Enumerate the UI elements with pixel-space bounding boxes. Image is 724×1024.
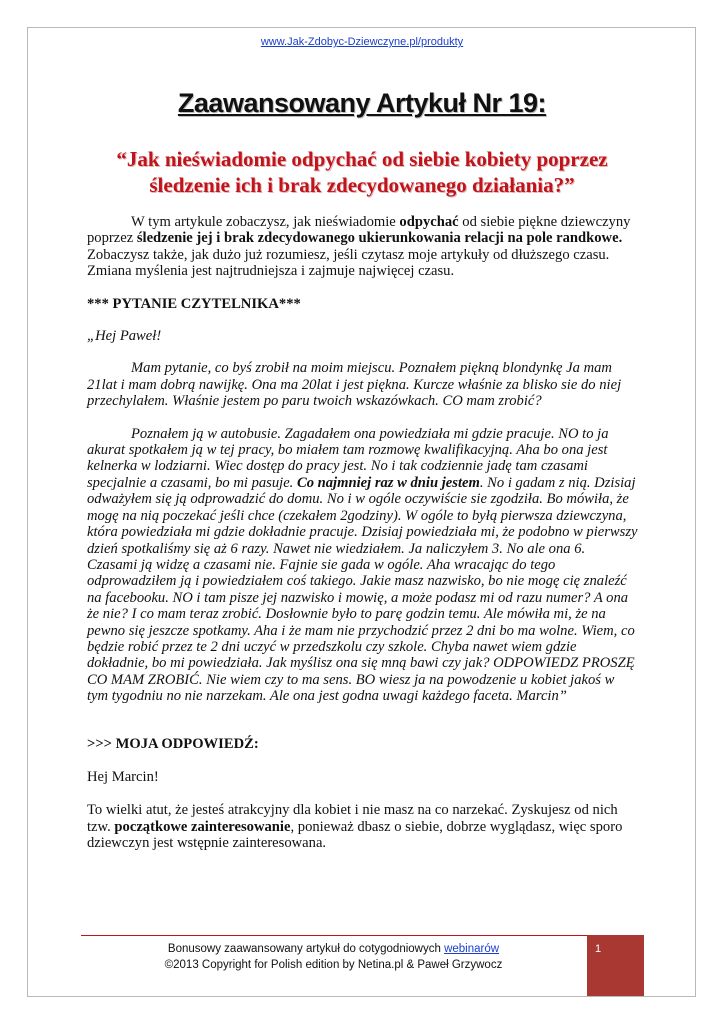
- intro-text-1: W tym artykule zobaczysz, jak nieświadomie: [131, 214, 400, 230]
- subtitle-line-2: śledzenie ich i brak zdecydowanego działania?”: [149, 173, 575, 197]
- footer-divider: [81, 935, 644, 936]
- answer-heading-text: >>> MOJA ODPOWIEDŹ:: [87, 735, 259, 752]
- intro-bold-2: śledzenie jej i brak zdecydowanego ukierunkowania relacji na pole randkowe.: [136, 230, 623, 247]
- article-body: [87, 214, 639, 852]
- letter-text-a: Poznałem ją w autobusie. Zagadałem ona powiedziała mi gdzie pracuje. NO to ja akurat spotkałem ją w tej pracy, bo miałem tam rozmowę kwalifikacyjną. Aha bo ona jest kelnerka w lodziarni. Wiec dostęp do pracy jest. No i tak codziennie jadę tam czasami specjalnie a czasami, bo mi pasuje.: [87, 425, 609, 491]
- letter-greeting: „Hej Paweł!: [87, 328, 162, 345]
- subtitle-line-1: “Jak nieświadomie odpychać od siebie kobiety poprzez: [116, 147, 608, 171]
- question-heading-text: *** PYTANIE CZYTELNIKA***: [87, 295, 301, 312]
- intro-text-2: od siebie piękne dziewczyny poprzez: [87, 214, 631, 247]
- page-number-box: [587, 935, 644, 996]
- intro-paragraph: [87, 214, 639, 280]
- footer-text-1: Bonusowy zaawansowany artykuł do cotygodniowych: [167, 943, 445, 955]
- header-link[interactable]: www.Jak-Zdobyc-Dziewczyne.pl/produkty: [260, 36, 464, 48]
- letter-text-c: . No i gadam z nią. Dzisiaj odważyłem się ją odprowadzić do domu. No i w ogóle oczywiście sie zgodziła. Bo mówiła, że mogę na nią poczekać jeśli chce (czekałem 2godziny). W ogóle to byłą pierwsza dziewczyna, która powiedziała mi gdzie dokładnie pracuje. Dzisiaj powiedziała mi, że podobno w pierwszy dzień spotkaliśmy się aż 6 razy. Nawet nie wiedziałem. Ja naliczyłem 3. No ale ona 6. Czasami ją widzę a czasami nie. Fajnie sie gada w ogóle. Aha wracając do tego odprowadziłem ją i powiedziałem coś takiego. Jakie masz nazwisko, bo nie mogę cię znaleźć na facebooku. NO i tam pisze jej nazwisko i mowię, a może podasz mi od razu numer? A ona że nie? I co mam teraz zrobić. Dosłownie było to parę godzin temu. Ale mówiła mi, że na pewno się jeszcze spotkamy. Aha i że mam nie przychodzić przez 2 dni bo ma wolne. Wiem, co będzie robić przez te 2 dni uczyć w przedszkolu czy szkole. Chyba nawet wiem gdzie dokładnie, bo mi powiedziała. Jak myślisz ona się mną bawi czy jak? ODPOWIEDZ PROSZĘ CO MAM ZROBIĆ. Nie wiem czy to ma sens. BO wiesz ja na powodzenie u kobiet jakoś w tym tygodniu no nie narzekam. Ale ona jest godna uwagi każdego faceta. Marcin”: [87, 474, 638, 705]
- footer: [81, 941, 586, 973]
- answer-greeting: Hej Marcin!: [87, 768, 159, 785]
- answer-heading: [87, 736, 639, 752]
- footer-copyright: ©2013 Copyright for Polish edition by Netina.pl & Paweł Grzywocz: [164, 959, 503, 971]
- answer-bold: początkowe zainteresowanie: [114, 818, 291, 835]
- answer-text-2: , ponieważ dbasz o siebie, dobrze wyglądasz, więc sporo dziewczyn jest wstępnie zainteresowana.: [87, 818, 623, 852]
- letter-paragraph-1: Mam pytanie, co byś zrobił na moim miejscu. Poznałem piękną blondynkę Ja mam 21lat i mam dobrą nawijkę. Ona ma 20lat i jest piękna. Kurcze właśnie za blisko sie do niej przechylałem. Właśnie jestem po paru twoich wskazówkach. CO mam zrobić?: [87, 360, 622, 410]
- article-subtitle: [70, 146, 654, 198]
- webinars-link[interactable]: webinarów: [444, 943, 500, 955]
- intro-bold-1: odpychać: [399, 214, 459, 230]
- intro-text-3: Zobaczysz także, jak dużo już rozumiesz, jeśli czytasz moje artykuły od dłuższego czasu. Zmiana myślenia jest najtrudniejsza i zajmuje najwięcej czasu.: [87, 246, 610, 280]
- answer-paragraph: [87, 802, 639, 851]
- question-heading: [87, 296, 639, 312]
- answer-text-1: To wielki atut, że jesteś atrakcyjny dla kobiet i nie masz na co narzekać. Zyskujesz od nich tzw.: [87, 802, 618, 835]
- letter-bold: Co najmniej raz w dniu jestem: [296, 474, 480, 491]
- page-number: 1: [594, 943, 602, 955]
- footer-line-1: [81, 941, 586, 957]
- page-title: Zaawansowany Artykuł Nr 19:: [177, 88, 547, 118]
- letter-paragraph-2: [87, 426, 639, 705]
